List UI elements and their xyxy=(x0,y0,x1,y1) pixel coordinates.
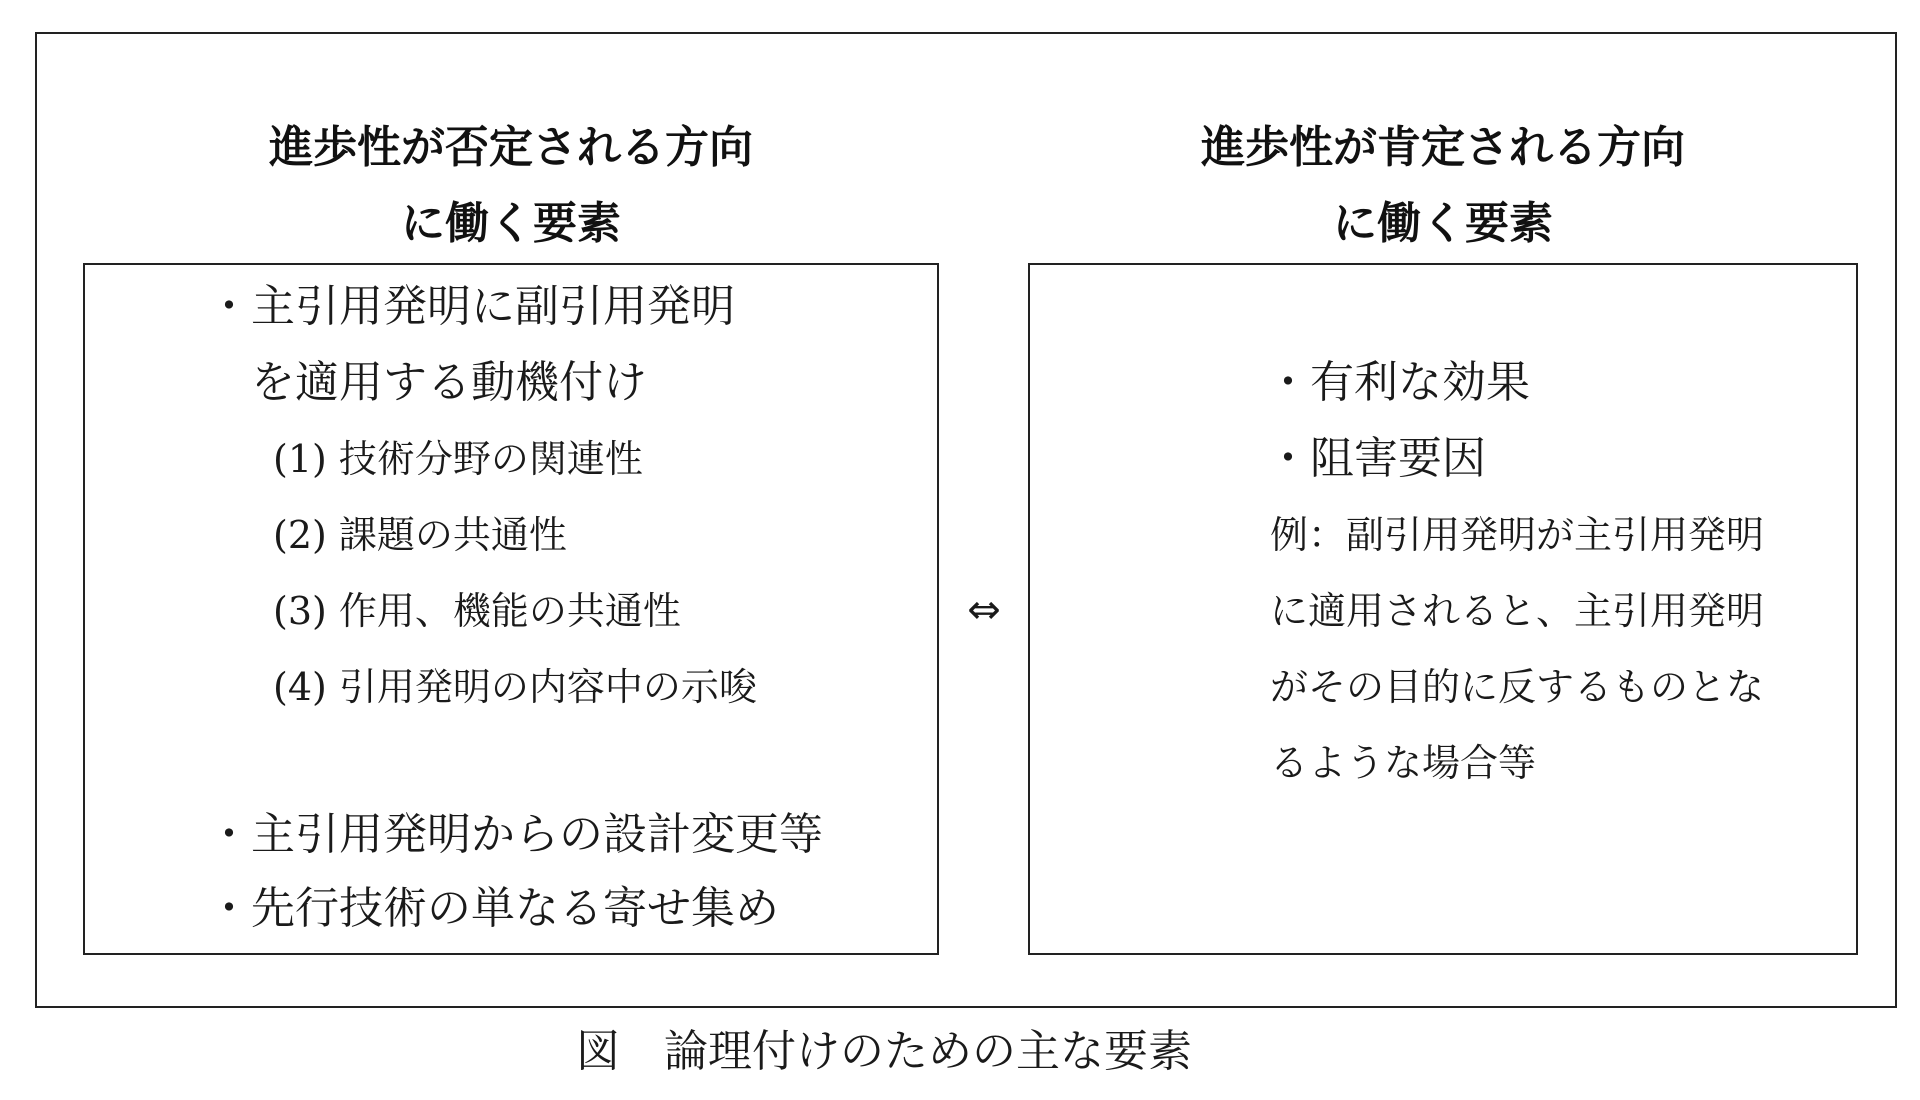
sub-item-technical-field: (1) 技術分野の関連性 xyxy=(273,437,643,481)
caption-text: 論理付けのための主な要素 xyxy=(664,1026,1192,1077)
example-line-4: るような場合等 xyxy=(1270,741,1537,785)
sub-item-common-problem: (2) 課題の共通性 xyxy=(273,513,567,557)
caption-label: 図 xyxy=(576,1026,620,1077)
example-line-1: 例：副引用発明が主引用発明 xyxy=(1270,513,1765,557)
sub-item-suggestion: (4) 引用発明の内容中の示唆 xyxy=(273,665,757,709)
figure-caption xyxy=(576,1022,1192,1082)
aggregation-item: ・先行技術の単なる寄せ集め xyxy=(207,883,779,934)
negative-heading-line-2: に働く要素 xyxy=(401,198,621,249)
sub-item-common-function: (3) 作用、機能の共通性 xyxy=(273,589,681,633)
positive-factors-box xyxy=(1028,263,1858,955)
positive-heading-line-2: に働く要素 xyxy=(1333,198,1553,249)
negative-factors-box xyxy=(83,263,939,955)
advantageous-effect-item: ・有利な効果 xyxy=(1266,357,1530,408)
example-line-2: に適用されると、主引用発明 xyxy=(1270,589,1765,633)
negative-heading-line-1: 進歩性が否定される方向 xyxy=(269,122,753,173)
example-line-3: がその目的に反するものとな xyxy=(1270,665,1765,709)
bidirectional-arrow-icon: ⇔ xyxy=(967,587,1001,633)
positive-factors-heading xyxy=(1028,110,1858,262)
positive-heading-line-1: 進歩性が肯定される方向 xyxy=(1201,122,1685,173)
obstructive-factor-item: ・阻害要因 xyxy=(1266,433,1486,484)
negative-factors-heading xyxy=(83,110,939,262)
design-change-item: ・主引用発明からの設計変更等 xyxy=(207,809,823,860)
motivation-item-line-1: ・主引用発明に副引用発明 xyxy=(207,281,735,332)
motivation-item-line-2: を適用する動機付け xyxy=(251,357,647,408)
